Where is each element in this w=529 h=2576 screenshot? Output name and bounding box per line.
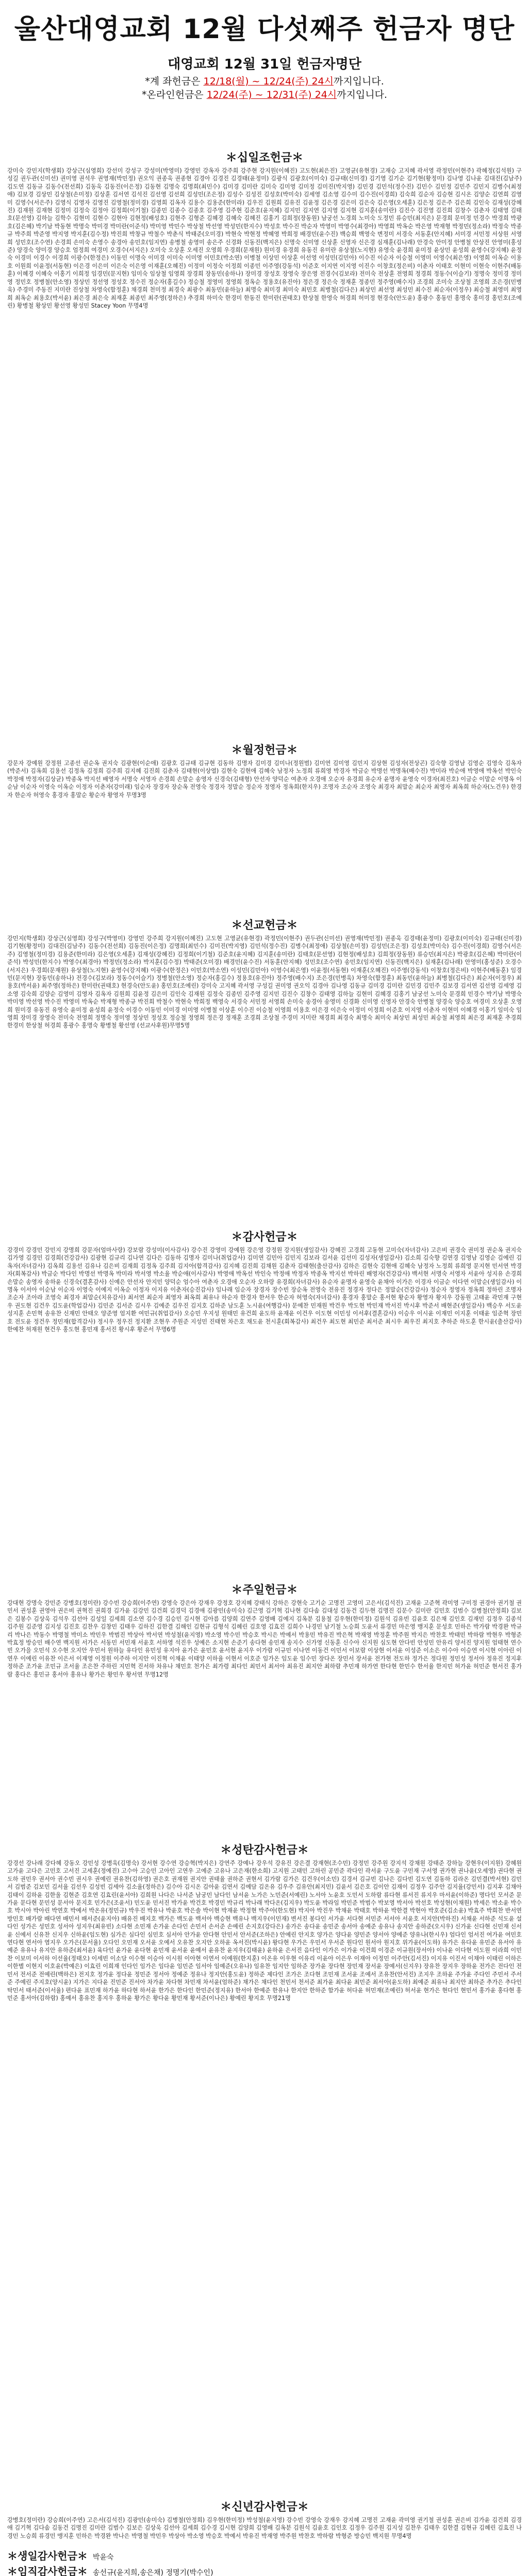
online-range: 12/24(주) ~ 12/31(주) 24시 [206,89,337,100]
section-tithe [7,149,522,739]
section-heading: ＊주일헌금＊ [231,1584,298,1597]
section-heading: ＊십일조헌금＊ [225,151,304,164]
offering-row: ＊임직감사헌금＊ 송선규(윤지희,송은채) 정명기(박수인) [7,2565,213,2576]
donor-list: 강문자 강예원 강정원 고종선 권순옥 권지숙 김광현(이순애) 김광호 김규태 김규현 김동하 김명자 김미경 김미나(정원범) 김미연 김미영 김민지 김상현 김성자(전상곤) 김숙향 김영남 김영순 김영숙 김옥자(박준서) 김옥희 김용선 김정옥 김정희 김주희 김지혜 김진희 김춘자 김태현(이상열) 김현숙 김현애 김혜숙 남정자 노정희 류희영 박경자 박금순 박명선 박명옥(배수진) 박미라 박순애 박영애 박옥선 박인숙 박정애 박정자(김상균) 박종옥 박지선 배영자 서명숙 서영자 손경희 손말순 송영자 신경숙(김태형) 안선자 양덕순 여춘자 오경애 오순자 유경희 유순자 윤명자 윤영숙 이경자(최진호) 이금순 이말순 이명옥 이순남 이순자 이영숙 이옥순 이정자 이춘자(강미래) 임순자 장경자 장순옥 전영숙 정경자 정말순 정순자 정영자 정옥희(한지우) 조명자 조순자 조영숙 최경자 최말순 최순자 최영자 최옥희 하순자(노건우) 한경자 한순자 허영숙 홍경자 홍말순 황순자 황영자 무명3명 [7,760,522,799]
donor-list: 강경선 강나래 강다혜 강동오 강민성 강병욱(김명숙) 강서현 강수연 강승혁(박지은) 강연주 강예나 강우석 강유진 강은결 강재현(조수민) 강정민 강주원 강지석 강채원 강태준 강하늘 강현우(이지원) 강혜원 고가윤 고다은 고민호 고서진 고세훈(정예진) 고수아 고승민 고아인 고연우 고예준 고유나 고은재(한소희) 고지원 고태민 고하린 공민준 곽다인 곽서윤 구도윤 구민재 구서영 권가현 권나윤(오세영) 권다현 권도하 권민우 권서아 권수빈 권시우 권예린 권유찬(김하영) 권은호 권재원 권지안 권태율 권하준 권현서 김가람 김가은 김건우(이소민) 김경서 김규빈 김나은 김다빈 김도연 김동하 김라온 김민결(박서현) 김민서 김범준 김보민 김서율 김선우 김성빈 김세아 김소율(정하은) 김수아 김시온 김아윤 김연서 김예담 김온유 김우주 김유안(최지민) 김윤서 김은호 김이안 김재이 김정우 김주안 김지율(강민서) 김지후 김채아 김태이 김하윤 김한울 김현준 김호연 김효린(윤서아) 김희원 나다은 나서준 남궁민 남다인 남서윤 노가은 노민준(서예린) 노서아 노윤호 도민서 도하람 류다현 류서진 류지우 마서윤(이하준) 명다인 모서준 문가윤 문다현 문민성 문서아 문지호 민가은(조윤서) 민도윤 민서진 박가윤 박건호 박경민 박규리 박나래 박다온(김지우) 박도윤 박라임 박민준 박범수 박보영 박서아 박선호 박성현(이채원) 박세은 박소윤 박수호 박시아 박아린 박연호 박예서 박온유(정민규) 박우진 박유나 박윤호 박은솔 박이현 박재윤 박정현 박주아(한도현) 박지아 박진우 박채윤 박태호 박하윤 박한결 박현아 박호준(김소윤) 박효주 박희찬 반서연 방민호 배가람 배다연 배민서 배서준(윤지아) 배유진 배지호 백가은 백도윤 백서아 백승현 백유나 백지우(이민재) 변서진 봉다인 서가윤 서다현 서민준 서서아 서윤호 서지안(박하진) 서채윤 서하준 석도윤 설다인 성가은 성민호 성서아 성지우(최유빈) 소다현 소민재 손가윤 손다인 손민서 손서준 손예린 손지호(강다은) 송가은 송다윤 송민준 송서아 송예준 송유나 송지안 송하준(오시우) 신가윤 신다현 신민재 신서윤 신예서 신유찬 신지우 신하윤(임도현) 심가은 심다인 심민호 심서아 안가윤 안다현 안민서 안서준(조하은) 안예린 안지호 양가은 양다윤 양민준 양서아 양예준 양유나(한시우) 엄다인 엄서진 여가윤 여민호 연다현 연서아 염지우 오가은(문서율) 오다인 오민재 오서윤 오예서 오유찬 오지안 오하윤 옥서진(박시윤) 왕다현 우가은 우민서 우서준 원다인 원서아 원지호 위가윤(이도하) 유가은 유다윤 유민준 유서아 유예준 유유나 유지안 유하준(최서윤) 육다인 윤가윤 윤다현 윤민재 윤서윤 윤예서 윤유찬 윤지우(김태윤) 윤하윤 은서진 음다인 이가은 이가윤 이건희 이경준 이규원(장서아) 이나윤 이다현 이도원 이라희 이민찬 이보미 이서하 이선율(정태오) 이세빈 이소담 이수현 이승아 이시원 이아현 이연서 이예원(한지훈) 이온유 이우현 이유리 이윤아 이은우 이재아 이정민 이주안(김서진) 이지유 이진서 이채아 이태린 이하은 이한별 이현지 이호윤(박예은) 이효린 이희재 인다인 임가은 임다윤 임민준 임서아 임예준(오유나) 임유찬 임지안 임하준 장가윤 장다현 장민재 장서윤 장예서(신지우) 장유찬 장지우 장하윤 전가은 전다인 전민서 전서준 전예린(백하은) 전지호 정가윤 정다윤 정민준 정서아 정예준 정유나 정지안(홍도윤) 정하준 제다인 조가은 조다현 조민재 조서윤 조예서 조유찬(안서진) 조지우 조하윤 주가윤 주다인 주민서 주서준 주예린 주지호(양시윤) 지가은 지다윤 진민준 진서아 차가윤 차다현 차민재 차서윤(엄하준) 채가은 채다인 천민서 천서준 최가윤 최다윤 최민준 최서아(윤도하) 최예준 최유나 최지안 최하준 추가은 추다인 탁민서 태서준(이서율) 편다윤 표민재 하가윤 하다현 하서윤 한가은 한다인 한민준(정지유) 한서아 한예준 한유나 한지안 한하준 함가윤 허다윤 허민재(조예린) 허서윤 현가은 현다인 현민서 홍가윤 홍다현 홍민준 홍서아(김하람) 홍예서 홍유찬 홍지우 홍하윤 황가은 황다윤 황민재 황서준(이나은) 황예린 황지호 무명21명 [7,1860,522,2002]
section-sunday [7,1582,522,1836]
section-mission [7,917,522,1223]
account-range: 12/18(월) ~ 12/24(주) 24시 [203,76,334,87]
section-thanks [7,1229,522,1576]
offering-row: ＊생일감사헌금＊ 박윤숙 [7,2550,114,2562]
donor-list: 강병호(정미란) 강승희(이주연) 고은서(김석진) 김광민(송미숙) 김병철(안정희) 김우현(한미정) 박성철(윤지영) 강수빈 강영숙 강재우 강지혜 고명진 고재윤 곽미영 권기철 권성훈 권은비 김가윤 김건희 김경애 김기혁 김다솜 김동건 김명진 김미란 김범수 김보은 김상욱 김선아 김세희 김수경 김시현 김양희 김영배 김옥분 김원석 김윤호 김인호 김정우 김주원 김지성 김찬우 김태우 김한결 김현규 김혜린 김효진 나경민 노승희 류경민 맹지훈 민하은 박경완 박나은 박명철 박민우 박상아 박소영 박승호 박예서 박유진 박재영 박주원 박찬호 박하람 박형준 방승민 백지원 무명4명 [7,2517,522,2539]
page-subtitle: 대영교회 12월 31일 헌금자명단 [168,57,361,72]
notice-block [0,75,529,101]
donor-list: 강민지(학생회) 강상근(심영희) 강성구(박영미) 강영민 강주희 강지원(이혜진) 고도현 고영균(유현경) 곽정민(이현주) 권두관(신미선) 권영재(박민정) 권종욱 김경태(윤정미) 김광호(이미숙) 김규태(신미경) 김기현(황정미) 김대진(김남주) 김동수(전선희) 김동진(이은정) 김명희(최민수) 김미진(박지영) 김민석(정수진) 김병수(최정애) 김상철(손미정) 김성민(조은정) 김성호(박미숙) 김수진(이경희) 김영수(서은주) 김영철(정미경) 김용준(한미라) 김은영(오세훈) 김재성(강혜진) 김정희(이기철) 김준호(윤지혜) 김지훈(송미란) 김태호(문선영) 김현정(배성호) 김희정(장동원) 류승민(최지은) 박광호(김은혜) 박미란(이준석) 박성민(한지수) 박영수(최경아) 박정민(정소라) 박지훈(김수정) 박태준(오미경) 배경민(윤수진) 서동훈(안지혜) 성민호(조수연) 송민호(임지연) 신동진(백지은) 심재훈(김나래) 안영미(홍성준) 오경수(서지은) 우경희(문재원) 유상철(노지현) 윤영수(강지혜) 이광수(한정은) 이민호(박소연) 이성민(김민아) 이영수(최은영) 이윤정(서동현) 이재훈(오혜진) 이주영(강동석) 이창호(정은비) 이현주(배동훈) 임경민(문지현) 장동민(송하나) 전경수(김보라) 정동수(이슬기) 정병철(안소영) 정순자(홍길수) 정용호(유진아) 정주영(배수지) 조은경(민병욱) 차영숙(함정훈) 최동민(윤하늘) 최병철(김다은) 최순자(이정우) 최용호(박서윤) 최주영(정하은) 한미란(권태호) 현경숙(안도윤) 홍민호(조예린) 강미숙 고지혜 곽서영 구성길 권미영 권오익 김경아 김나영 김동규 김미경 김미란 김민경 김민주 김보경 김서연 김선영 김세영 김소영 김숙희 김양순 김영미 김영자 김옥자 김원희 김윤정 김은미 김인숙 김재원 김정숙 김종민 김주영 김지민 김진수 김창수 김태영 김하늘 김현미 김혜경 김홍기 남궁선 노미숙 문경희 민경수 박기남 박명숙 박미영 박선영 박수진 박영미 박옥순 박재형 박종규 박진희 박철수 박현숙 박희정 백영숙 서경숙 서민정 서영희 손미숙 송경아 송영미 신경화 신미영 신영자 안경숙 안병철 양경숙 양승호 여경미 오상훈 오영희 원미경 유동진 유영숙 윤미정 윤성희 윤정숙 이경수 이동민 이미경 이미영 이병철 이상훈 이수진 이승철 이영희 이용호 이은경 이은숙 이정미 이정희 이준호 이지영 이춘자 이현미 이혜경 이홍기 임미숙 임영희 장미경 장영숙 전미숙 전영희 정명숙 정미영 정상민 정성호 정승철 정영희 정은경 정재훈 조경희 조상철 주경미 지미란 채경희 최경숙 최명숙 최미숙 최상민 최성민 최승철 최영희 최은경 최재훈 추경희 한경미 한상철 허경희 홍광수 홍명숙 황병철 황선영 (선교사후원)무명5명 [7,935,522,1029]
section-heading: ＊월정헌금＊ [231,744,298,757]
section-newyear [7,2499,522,2547]
section-monthly [7,742,522,914]
section-christmas [7,1842,522,2498]
section-heading: ＊감사헌금＊ [231,1231,298,1244]
notice-account: *계 좌헌금은 12/18(월) ~ 12/24(주) 24시까지입니다. [145,76,384,87]
section-heading: ＊선교헌금＊ [231,919,298,932]
donor-list: 강경미 강경민 강민지 강명희 강문자(엄마사랑) 강보람 강성미(이사감사) 강수진 강영미 강예원 강은영 강정원 강지원(생일감사) 강혜진 고경희 고동현 고미숙(자녀감사) 고은비 권경숙 권미정 권순옥 권지숙 김가영 김경민 김경희(건강감사) 김광현 김규리 김나연 김다은 김동하 김명자 김미나(취업감사) 김미연 김민아 김민지 김보라 김서윤 김선미 김성자(생일감사) 김소희 김숙향 김연경 김영남 김영순 김예린 김옥자(자녀감사) 김옥희 김용선 김유나 김은비 김재희 김정옥 김주희 김지아(합격감사) 김지혜 김진희 김채원 김춘자 김태현(출산감사) 김하은 김현숙 김현애 김혜숙 남정자 노정희 류희영 문지현 민서연 박경자(회복감사) 박금순 박다인 박명선 박명옥 박미라 박서영 박소율 박순애(이사감사) 박영애 박옥선 박인숙 박정애 박정자 박종옥 박지선 박하린 배영자(건강감사) 백서현 서명숙 서영자 서윤아 성지유 손경희 손말순 송영자 송하윤 신경숙(결혼감사) 신예은 안선자 안지민 양덕순 엄수아 여춘자 오경애 오순자 오하랑 유경희(자녀감사) 유순자 윤명자 윤영숙 윤채아 이가은 이경자 이금순 이다연 이말순(생일감사) 이명옥 이서아 이순남 이순자 이영숙 이예지 이옥순 이정자 이지유 이춘자(승진감사) 임나래 임순자 장경자 장수빈 장순옥 전영숙 전유진 정경자 정다은 정말순(건강감사) 정순자 정영자 정옥희 정하린 조명자 조순자 조아라 조영숙 최경자 최말순(치유감사) 최서연 최순자 최영자 최옥희 최유나 하순자 한경자 한서우 한순자 허영숙(자녀감사) 홍경자 홍말순 홍서현 황순자 황영자 황지우 강동원 고태윤 곽민재 구현우 권도현 김건우 김도윤(학업감사) 김민준 김서준 김시우 김예준 김우진 김지호 김하준 남도훈 노시윤(여행감사) 문예찬 민재원 박건우 박도현 박민재 박서진 박시후 박준서 배현준(생일감사) 백승우 서도윤 성지훈 손민혁 송유찬 신재민 안태오 양준영 엄지환 여민규(취업감사) 오승민 우지성 원태민 유건희 윤도하 윤재윤 이건우 이도현 이민성 이서후(결혼감사) 이승우 이시윤 이재민 이지훈 이태윤 임준혁 장민호 전도윤 정건우 정민재(합격감사) 정시우 정우진 정지환 조현우 주원준 지성민 진태현 차은호 채도윤 천시훈(회복감사) 최건우 최도현 최민준 최서준 최시우 최우진 최지호 추하준 하도훈 한시윤(출산감사) 한예찬 허재원 현건우 홍도현 홍민재 홍서진 황시후 황준서 무명6명 [7,1247,522,1333]
other-offerings [7,2548,522,2576]
page-title: 울산대영교회 12월 다섯째주 헌금자 명단 [14,14,515,45]
notice-online: *온라인헌금은 12/24(주) ~ 12/31(주) 24시까지입니다. [142,89,387,100]
donor-list: 강미숙 강민지(학생회) 강상근(심영희) 강선미 강성구 강성미(박영미) 강영민 강옥자 강주희 강주현 강지원(이혜진) 고도현(최은진) 고영균(유현경) 고재승 고지혜 곽서영 곽정민(이현주) 곽혜정(김석원) 구성길 권두관(신미선) 권미영 권석우 권영재(박민정) 권오익 권종욱 권종현 김경아 김경진 김경태(윤정미) 김광식 김광호(이미숙) 김규태(신미경) 김기영 김기순 김기현(황정미) 김나영 김나윤 김대진(김남주) 김도연 김동규 김동수(전선희) 김동욱 김동진(이은정) 김동현 김명숙 김명희(최민수) 김미경 김미란 김미숙 김미영 김미정 김미진(박지영) 김민경 김민석(정수진) 김민수 김민정 김민주 김민지 김병수(최정애) 김보경 김상민 김상철(손미정) 김상훈 김서연 김석진 김선영 김선희 김성민(조은정) 김성수 김성진 김성호(박미숙) 김세영 김소영 김수미 김수진(이경희) 김숙희 김순자 김승현 김시온 김양순 김연희 김영미 김영수(서은주) 김영식 김영자 김영진 김영철(정미경) 김영희 김옥자 김용수 김용준(한미라) 김우진 김원희 김유진 김윤정 김은경 김은미 김은숙 김은영(오세훈) 김은정 김은주 김은희 김인숙 김재성(강혜진) 김재원 김재현 김정미 김정숙 김정아 김정희(이기철) 김종민 김종수 김종호 김주영 김주현 김준호(윤지혜) 김지민 김지연 김지영 김지현 김지훈(송미란) 김진수 김진영 김진희 김창수 김춘자 김태영 김태호(문선영) 김하늘 김학수 김현미 김현수 김현아 김현정(배성호) 김현주 김형준 김혜경 김혜숙 김혜진 김홍기 김희정(장동원) 남궁선 노경희 노미숙 도정민 류승민(최지은) 문경희 문미정 민경수 박경희 박광호(김은혜) 박기남 박동현 박명숙 박미경 박미란(이준석) 박미영 박민수 박상철 박선영 박성민(한지수) 박성호 박수진 박순자 박영미 박영수(최경아) 박영희 박옥순 박은영 박재형 박정민(정소라) 박정숙 박종규 박주희 박준영 박지영 박지훈(김수정) 박진희 박창규 박철수 박춘식 박태준(오미경) 박현숙 박현정 박혜영 박희정 배경민(윤수진) 백승희 백영숙 변정미 서경숙 서동훈(안지혜) 서미경 서민정 서상원 서영희 성민호(조수연) 손경희 손미숙 손영수 송경아 송민호(임지연) 송병철 송영미 송은주 신경화 신동진(백지은) 신명숙 신미영 신상훈 신영자 신은경 심재훈(김나래) 안경숙 안미정 안병철 안상진 안영미(홍성준) 양경숙 양미경 양승호 엄정희 여경미 오경수(서지은) 오미숙 오상훈 오세진 오영희 우경희(문재원) 원미경 유경희 유동진 유미란 유상철(노지현) 유영숙 윤경희 윤미정 윤상민 윤성희 윤영수(강지혜) 윤정숙 이경미 이경수 이경희 이광수(한정은) 이동민 이명숙 이미경 이미숙 이미영 이민호(박소연) 이병철 이상민 이상훈 이선영 이성민(김민아) 이수진 이순자 이승철 이영미 이영수(최은영) 이영희 이옥순 이용호 이원희 이윤정(서동현) 이은경 이은미 이은숙 이은영 이재훈(오혜진) 이정미 이정숙 이정희 이종민 이주영(강동석) 이준호 이지연 이지영 이진수 이창호(정은비) 이춘자 이태호 이현미 이현숙 이현주(배동훈) 이혜경 이혜숙 이홍기 이희정 임경민(문지현) 임미숙 임상철 임영희 장경희 장동민(송하나) 장미경 장성호 장영숙 장은영 전경수(김보라) 전미숙 전상훈 전영희 정경희 정동수(이슬기) 정명숙 정미경 정미영 정민호 정병철(안소영) 정상민 정선영 정성호 정수진 정순자(홍길수) 정승철 정영미 정영희 정옥순 정용호(유진아) 정은경 정은숙 정재훈 정종민 정주영(배수지) 조경희 조미숙 조상철 조영희 조은경(민병욱) 주경미 주동진 지미란 진상철 차영숙(함정훈) 채경희 천미정 최경숙 최광수 최동민(윤하늘) 최명숙 최미경 최미숙 최민호 최병철(김다은) 최상민 최선영 최성민 최수진 최순자(이정우) 최승철 최영미 최영희 최옥순 최용호(박서윤) 최은경 최은숙 최재훈 최종민 최주영(정하은) 추경희 하미숙 한경미 한동진 한미란(권태호) 한상철 한영숙 허경희 허미정 현경숙(안도윤) 홍광수 홍동민 홍명숙 홍미경 홍민호(조예린) 황병철 황상민 황선영 황성민 Stacey Yoon 무명4명 [7,167,522,309]
section-heading: ＊신년감사헌금＊ [220,2501,309,2514]
section-heading: ＊성탄감사헌금＊ [220,1844,309,1857]
donor-list: 강대현 강명숙 강민준 강병호(정미란) 강수빈 강승희(이주연) 강영숙 강은아 강재우 강정호 강지혜 강태식 강하은 강현숙 고기순 고명진 고영미 고은서(김석진) 고재윤 고준혁 곽미영 구미정 권경아 권기철 권민서 권성훈 권영아 권은비 권혁진 권희경 김가윤 김강민 김건희 김경덕 김경애 김광민(송미숙) 김근영 김기혁 김나현 김다솜 김대성 김동건 김두현 김명진 김문수 김미란 김민호 김범수 김병철(안정희) 김보은 김봉수 김상욱 김석우 김선아 김성일 김세희 김소연 김수경 김승민 김시현 김아름 김양희 김연주 김영배 김예지 김옥분 김용철 김우현(한미정) 김원석 김유빈 김윤호 김은채 김인호 김재민 김정우 김종석 김주원 김준영 김지성 김진호 김찬우 김창민 김태우 김하진 김한결 김해인 김현규 김형석 김혜린 김호영 김효진 김희수 나경민 남기철 노승희 도윤서 류경민 마은영 맹지훈 문성호 민하은 박가람 박경완 박규리 박나은 박동수 박명철 박미소 박민우 박범진 박상아 박서연 박성철(윤지영) 박소영 박수민 박승호 박시은 박예서 박용민 박유진 박은혁 박재영 박정훈 박주원 박지은 박찬호 박태민 박하람 박현우 박형준 박효정 방승민 배수연 백지원 서가은 서동민 서민재 서윤호 서하영 석진우 성예은 소지현 손준기 송다현 송민재 송지수 신가영 신동훈 신수아 신지원 심도현 안다빈 안성민 안유리 양서진 양지원 엄태현 연수빈 오가을 오민석 오수현 오지안 우민서 원하늘 유다인 유민성 유지아 윤가은 윤민호 윤서현 윤지우 이가람 이규민 이나연 이동건 이민서 이보람 이상현 이서윤 이성준 이소은 이수아 이승연 이시현 이아린 이연우 이예린 이유찬 이은서 이재영 이정원 이주하 이지안 이진혁 이채윤 이태양 이하율 이현서 이호준 임가온 임도윤 임수민 장다온 장민서 장서윤 전가현 전도하 정가은 정다원 정민성 정서아 정유진 정지후 정하준 조가윤 조민규 조서율 조은찬 주하린 지민혁 진서하 차유나 채민호 천가은 최가령 최다인 최민서 최서아 최유진 최지안 최하람 추민재 하가연 한다현 한민수 한서율 한지민 허가윤 허민준 현서진 홍가람 홍다은 홍민규 홍서아 홍유나 황가은 황민우 황서연 무명12명 [7,1600,522,1678]
